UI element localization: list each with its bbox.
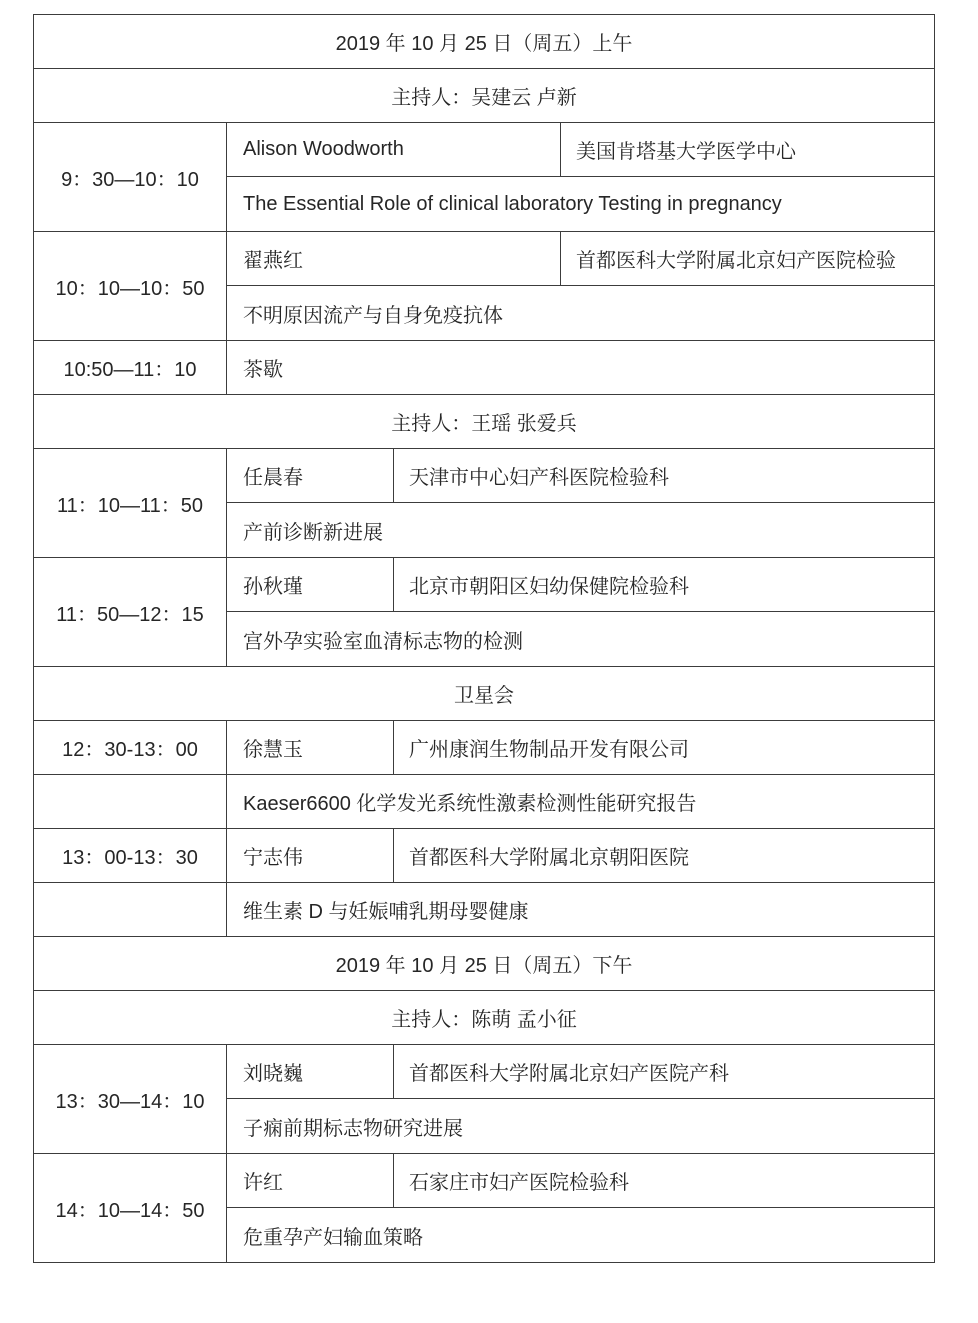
talk2-title: 不明原因流产与自身免疫抗体	[243, 304, 503, 327]
break-label: 茶歇	[243, 359, 283, 381]
talk2-affiliation: 首都医科大学附属北京妇产医院检验	[576, 250, 896, 272]
sat-talk1-title: Kaeser6600 化学发光系统性激素检测性能研究报告	[243, 793, 697, 815]
talk-block-4	[34, 558, 934, 667]
sat-talk1-title-row	[34, 775, 934, 829]
talk-block-1	[34, 123, 934, 232]
sat-talk2-speaker: 宁志伟	[227, 829, 394, 882]
break-row	[34, 341, 934, 395]
pm-date-header: 2019 年 10 月 25 日（周五）下午	[34, 937, 934, 991]
sat-talk1-speaker: 徐慧玉	[227, 721, 394, 774]
talk2-time: 10：10—10：50	[34, 232, 227, 340]
talk6-title: 危重孕产妇输血策略	[243, 1226, 423, 1249]
talk5-time: 13：30—14：10	[34, 1045, 227, 1153]
talk1-title: The Essential Role of clinical laboratory Testing in pregnancy	[243, 192, 782, 215]
talk5-affiliation: 首都医科大学附属北京妇产医院产科	[409, 1063, 729, 1085]
talk-block-3	[34, 449, 934, 558]
talk6-speaker: 许红	[227, 1154, 394, 1207]
talk4-time: 11：50—12：15	[34, 558, 227, 666]
sat-talk1-time: 12：30-13：00	[34, 721, 227, 774]
talk1-time: 9：30—10：10	[34, 123, 227, 231]
talk5-title: 子痫前期标志物研究进展	[243, 1117, 463, 1140]
talk2-speaker: 翟燕红	[227, 232, 561, 285]
sat-talk2-empty-time	[34, 883, 227, 936]
satellite-session-header: 卫星会	[34, 667, 934, 721]
host-row-1: 主持人：吴建云 卢新	[34, 69, 934, 123]
talk-block-5	[34, 1045, 934, 1154]
schedule-table	[33, 14, 935, 1263]
sat-talk1-empty-time	[34, 775, 227, 828]
talk3-title: 产前诊断新进展	[243, 521, 383, 544]
talk1-speaker: Alison Woodworth	[227, 123, 561, 176]
sat-talk2-time: 13：00-13：30	[34, 829, 227, 882]
break-time: 10:50—11：10	[34, 341, 227, 394]
talk3-speaker: 任晨春	[227, 449, 394, 502]
talk6-affiliation: 石家庄市妇产医院检验科	[409, 1172, 629, 1194]
host-row-3: 主持人：陈萌 孟小征	[34, 991, 934, 1045]
talk3-affiliation: 天津市中心妇产科医院检验科	[409, 467, 669, 489]
sat-talk1-speaker-row	[34, 721, 934, 775]
am-date-header: 2019 年 10 月 25 日（周五）上午	[34, 15, 934, 69]
talk-block-2	[34, 232, 934, 341]
sat-talk2-affiliation: 首都医科大学附属北京朝阳医院	[409, 847, 689, 869]
talk5-speaker: 刘晓巍	[227, 1045, 394, 1098]
talk1-affiliation: 美国肯塔基大学医学中心	[576, 141, 796, 163]
talk-block-6	[34, 1154, 934, 1262]
sat-talk2-title-row	[34, 883, 934, 937]
talk4-title: 宫外孕实验室血清标志物的检测	[243, 630, 523, 653]
host-row-2: 主持人：王瑶 张爱兵	[34, 395, 934, 449]
talk4-speaker: 孙秋瑾	[227, 558, 394, 611]
sat-talk1-affiliation: 广州康润生物制品开发有限公司	[409, 739, 689, 761]
sat-talk2-speaker-row	[34, 829, 934, 883]
sat-talk2-title: 维生素 D 与妊娠哺乳期母婴健康	[243, 901, 529, 923]
talk3-time: 11：10—11：50	[34, 449, 227, 557]
talk4-affiliation: 北京市朝阳区妇幼保健院检验科	[409, 576, 689, 598]
talk6-time: 14：10—14：50	[34, 1154, 227, 1262]
